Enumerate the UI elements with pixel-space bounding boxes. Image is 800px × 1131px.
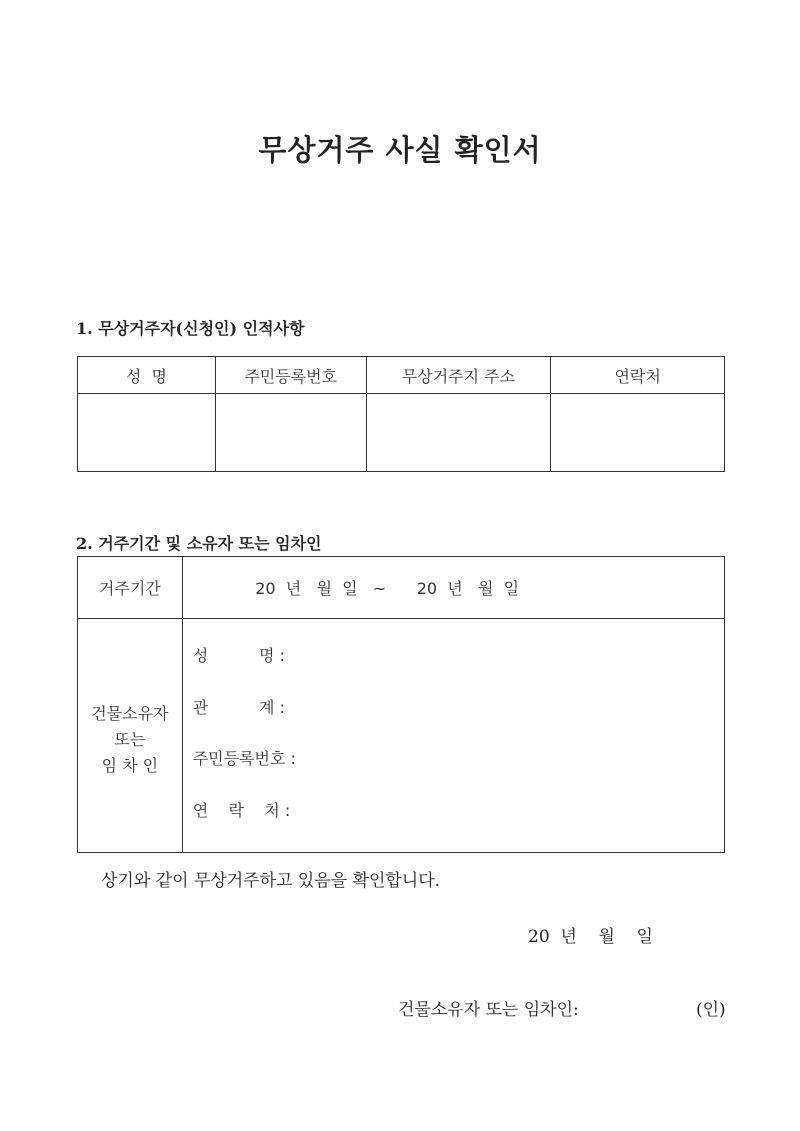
field-name-label: 성 명 : xyxy=(192,646,285,665)
field-resident-number-label: 주민등록번호 : xyxy=(192,749,296,768)
owner-label-line3: 임 차 인 xyxy=(101,755,159,775)
header-contact: 연락처 xyxy=(551,357,725,394)
applicant-info-table xyxy=(77,356,725,472)
header-name: 성 명 xyxy=(78,357,216,394)
owner-label-cell xyxy=(78,619,183,853)
section1-heading: 1. 무상거주자(신청인) 인적사항 xyxy=(76,319,305,338)
field-relation-label: 관 계 : xyxy=(192,698,285,717)
name-cell[interactable] xyxy=(78,394,216,472)
period-value-cell[interactable] xyxy=(182,557,724,619)
owner-label-line2: 또는 xyxy=(114,729,146,749)
period-value: 20 년 월 일 ~ 20 년 월 일 xyxy=(255,579,520,598)
document-title: 무상거주 사실 확인서 xyxy=(258,133,542,167)
period-label: 거주기간 xyxy=(78,557,183,619)
signature-date: 20 년 월 일 xyxy=(528,927,653,947)
contact-cell[interactable] xyxy=(551,394,725,472)
header-address: 무상거주지 주소 xyxy=(366,357,551,394)
field-contact-label: 연 락 처 : xyxy=(192,801,291,820)
seal-mark: (인) xyxy=(696,1000,726,1020)
owner-info-cell[interactable] xyxy=(182,619,724,853)
address-cell[interactable] xyxy=(366,394,551,472)
section2-heading: 2. 거주기간 및 소유자 또는 임차인 xyxy=(76,534,322,553)
residence-period-table xyxy=(77,556,725,853)
header-resident-number: 주민등록번호 xyxy=(215,357,366,394)
confirmation-statement: 상기와 같이 무상거주하고 있음을 확인합니다. xyxy=(101,871,441,891)
owner-label-line1: 건물소유자 xyxy=(91,703,169,723)
resident-number-cell[interactable] xyxy=(215,394,366,472)
signature-label: 건물소유자 또는 임차인: xyxy=(398,1000,579,1020)
